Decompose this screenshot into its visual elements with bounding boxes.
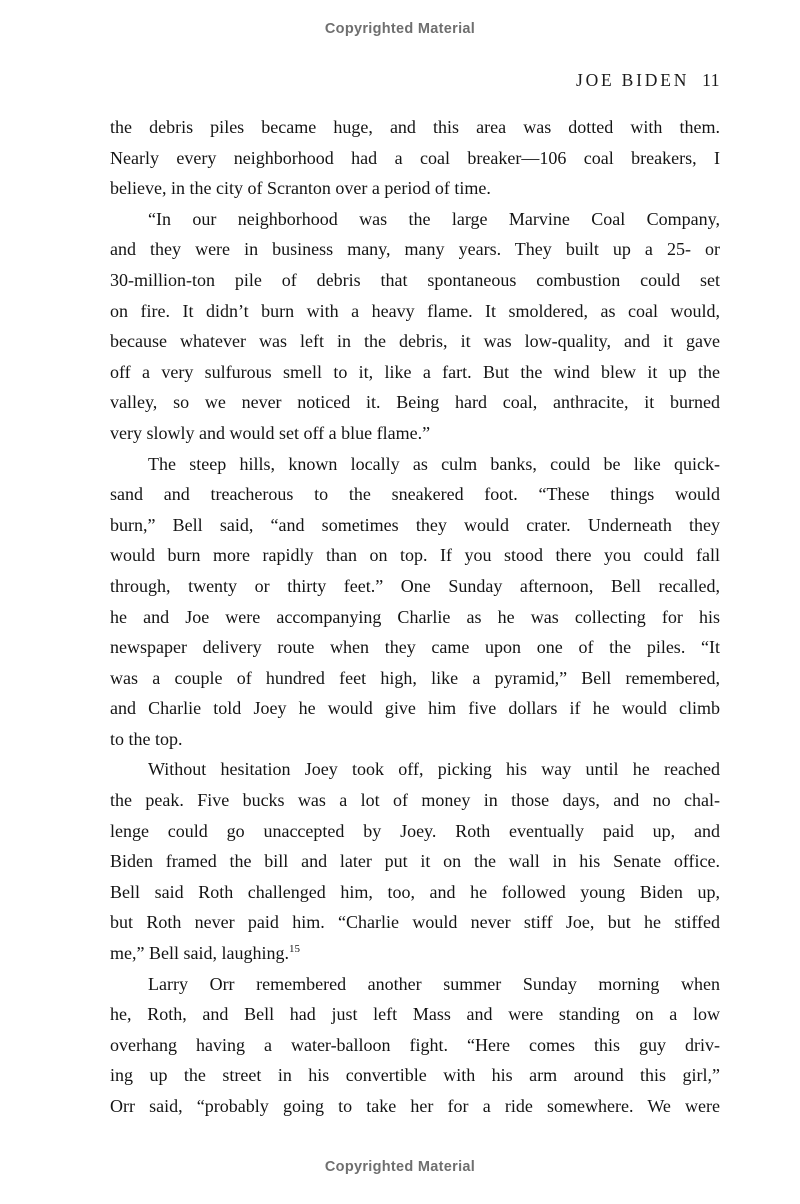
text-line: he, Roth, and Bell had just left Mass and were standing on a low — [110, 1004, 720, 1025]
footnote-reference: 15 — [288, 943, 300, 956]
text-line: Orr said, “probably going to take her for a ride somewhere. We were — [110, 1096, 720, 1116]
text-line: newspaper delivery route when they came upon one of the piles. “It — [110, 637, 720, 658]
text-line: the debris piles became huge, and this area was dotted with them. — [110, 117, 720, 137]
paragraph — [110, 112, 720, 204]
text-line: believe, in the city of Scranton over a period of time. — [110, 178, 491, 199]
text-line: 30-million-ton pile of debris that spontaneous combustion could set — [110, 269, 720, 290]
text-line: sand and treacherous to the sneakered foot. “These things would — [110, 484, 720, 505]
text-line: valley, so we never noticed it. Being hard coal, anthracite, it burned — [110, 392, 720, 413]
paragraph — [110, 449, 720, 755]
text-line: would burn more rapidly than on top. If you stood there you could fall — [110, 545, 720, 566]
text-line: “In our neighborhood was the large Marvine Coal Company, — [148, 208, 720, 229]
text-line: Biden framed the bill and later put it on the wall in his Senate office. — [110, 851, 720, 872]
text-line: lenge could go unaccepted by Joey. Roth eventually paid up, and — [110, 820, 720, 841]
text-line: Larry Orr remembered another summer Sunday morning when — [148, 973, 720, 994]
text-line: because whatever was left in the debris, it was low-quality, and it gave — [110, 331, 720, 352]
text-line: to the top. — [110, 728, 183, 749]
text-line: very slowly and would set off a blue flame.” — [110, 422, 431, 443]
paragraph — [110, 204, 720, 449]
text-line: me,” Bell said, laughing.$^{15}$ — [110, 943, 300, 964]
text-line: but Roth never paid him. “Charlie would never stiff Joe, but he stiffed — [110, 912, 720, 933]
text-line: he and Joe were accompanying Charlie as he was collecting for his — [110, 606, 720, 627]
text-line: was a couple of hundred feet high, like a pyramid,” Bell remembered, — [110, 667, 720, 688]
copyright-notice-bottom: Copyrighted Material — [324, 1159, 476, 1175]
text-line: Bell said Roth challenged him, too, and he followed young Biden up, — [110, 881, 720, 902]
paragraph — [110, 754, 720, 968]
text-line: the peak. Five bucks was a lot of money in those days, and no chal- — [110, 790, 720, 811]
text-line: burn,” Bell said, “and sometimes they would crater. Underneath they — [110, 514, 720, 535]
page-body — [110, 112, 720, 1122]
text-line: Nearly every neighborhood had a coal breaker—106 coal breakers, I — [110, 147, 720, 168]
page-number: 11 — [702, 70, 720, 90]
text-line: and they were in business many, many years. They built up a 25- or — [110, 239, 720, 260]
text-line: and Charlie told Joey he would give him five dollars if he would climb — [110, 698, 720, 719]
text-line: overhang having a water-balloon fight. “Here comes this guy driv- — [110, 1034, 720, 1055]
text-line: through, twenty or thirty feet.” One Sunday afternoon, Bell recalled, — [110, 575, 720, 596]
text-line: Without hesitation Joey took off, picking his way until he reached — [148, 759, 720, 780]
text-line: on fire. It didn’t burn with a heavy flame. It smoldered, as coal would, — [110, 300, 720, 321]
paragraph — [110, 969, 720, 1122]
text-line: The steep hills, known locally as culm banks, could be like quick- — [148, 453, 720, 474]
running-header-title: JOE BIDEN — [575, 70, 690, 90]
text-line: off a very sulfurous smell to it, like a fart. But the wind blew it up the — [110, 361, 720, 382]
running-header — [110, 70, 720, 91]
copyright-notice-top: Copyrighted Material — [324, 21, 476, 37]
text-line: ing up the street in his convertible with his arm around this girl,” — [110, 1065, 720, 1086]
